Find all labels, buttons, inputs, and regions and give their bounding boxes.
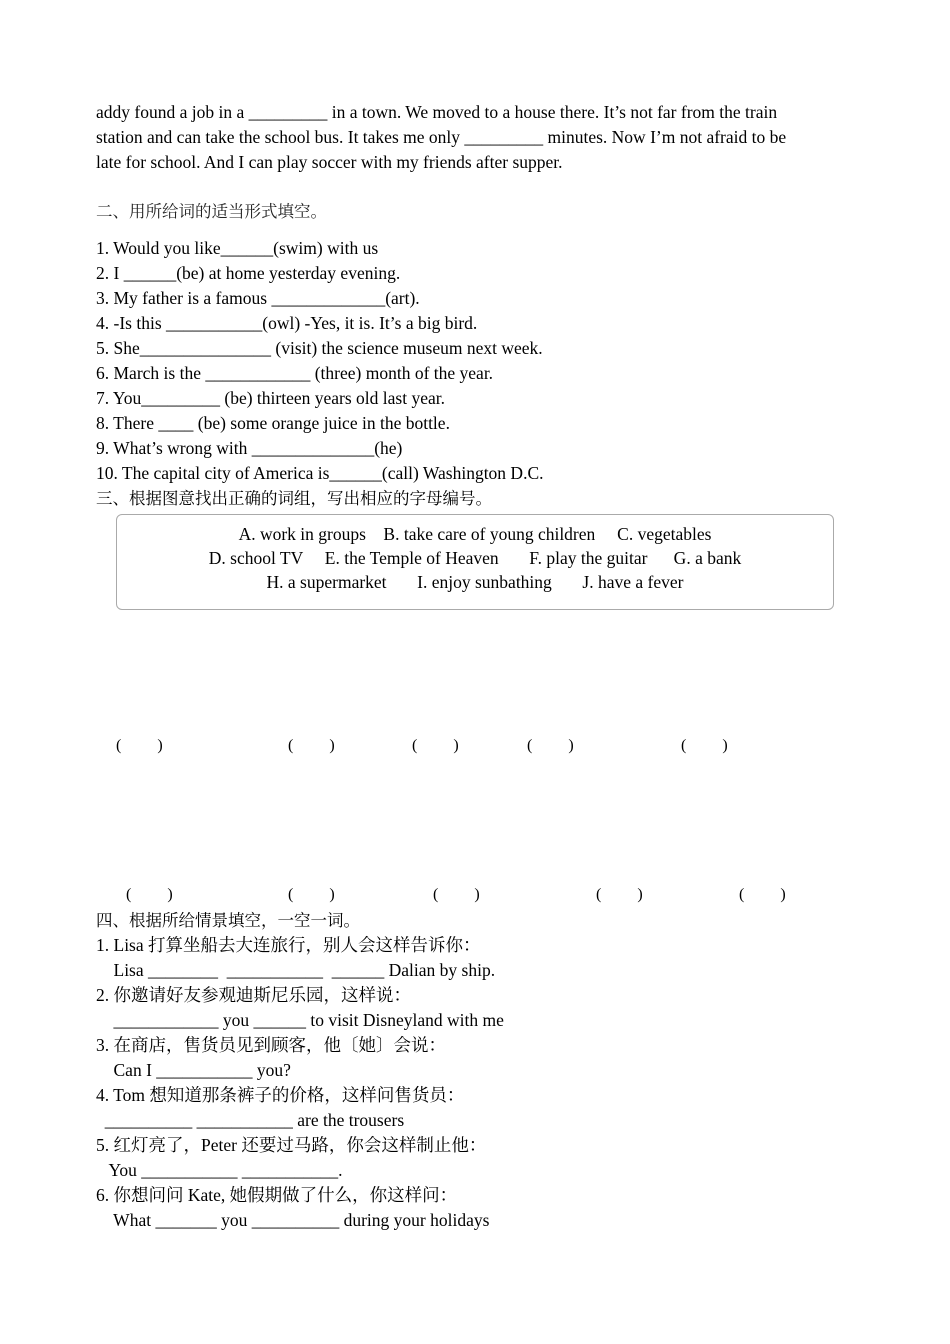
- options-row-2: D. school TV E. the Temple of Heaven F. play the guitar G. a bank: [208, 548, 742, 568]
- answer-blank[interactable]: ( ): [288, 886, 335, 903]
- options-row-3: H. a supermarket I. enjoy sunbathing J. have a fever: [266, 572, 684, 592]
- answer-blank[interactable]: ( ): [126, 886, 173, 903]
- answer-blank[interactable]: ( ): [527, 737, 574, 754]
- section4-title: 四、根据所给情景填空，一空一词。: [96, 911, 360, 930]
- answer-blank[interactable]: ( ): [681, 737, 728, 754]
- options-box: [116, 514, 834, 610]
- section4-line-4: ____________ you ______ to visit Disneyland with me: [96, 1010, 504, 1030]
- section2-item-5: 5. She_______________ (visit) the science museum next week.: [96, 338, 543, 358]
- answer-blank[interactable]: ( ): [412, 737, 459, 754]
- passage-line-2: station and can take the school bus. It takes me only _________ minutes. Now I’m not afraid to be: [96, 127, 787, 147]
- section4-line-7: 4. Tom 想知道那条裤子的价格，这样问售货员：: [96, 1085, 465, 1105]
- answer-blank[interactable]: ( ): [739, 886, 786, 903]
- section4-line-10: You ___________ ___________.: [96, 1160, 343, 1180]
- section4-line-12: What _______ you __________ during your holidays: [96, 1210, 490, 1230]
- section2-item-6: 6. March is the ____________ (three) month of the year.: [96, 363, 494, 383]
- section4-line-1: 1. Lisa 打算坐船去大连旅行，别人会这样告诉你：: [96, 935, 481, 955]
- section2-item-2: 2. I ______(be) at home yesterday evening.: [96, 263, 401, 283]
- section2-item-10: 10. The capital city of America is______(call) Washington D.C.: [96, 463, 544, 483]
- passage-line-1: addy found a job in a _________ in a town. We moved to a house there. It’s not far from the train: [96, 102, 778, 122]
- section2-item-8: 8. There ____ (be) some orange juice in the bottle.: [96, 413, 450, 433]
- answer-blank[interactable]: ( ): [596, 886, 643, 903]
- section4-line-8: __________ ___________ are the trousers: [96, 1110, 405, 1130]
- section4-line-6: Can I ___________ you?: [96, 1060, 291, 1080]
- passage-line-3: late for school. And I can play soccer with my friends after supper.: [96, 152, 563, 172]
- section2-item-4: 4. -Is this ___________(owl) -Yes, it is. It’s a big bird.: [96, 313, 478, 333]
- section4-line-3: 2. 你邀请好友参观迪斯尼乐园，这样说：: [96, 985, 411, 1005]
- section2-item-9: 9. What’s wrong with ______________(he): [96, 438, 403, 458]
- section4-line-5: 3. 在商店，售货员见到顾客，他〔她〕会说：: [96, 1035, 446, 1055]
- answer-blank[interactable]: ( ): [288, 737, 335, 754]
- answer-blank[interactable]: ( ): [116, 737, 163, 754]
- section2-item-1: 1. Would you like______(swim) with us: [96, 238, 379, 258]
- options-row-1: A. work in groups B. take care of young children C. vegetables: [238, 524, 712, 544]
- section3-title: 三、根据图意找出正确的词组，写出相应的字母编号。: [96, 489, 492, 508]
- section2-title: 二、用所给词的适当形式填空。: [96, 202, 327, 221]
- section4-line-2: Lisa ________ ___________ ______ Dalian by ship.: [96, 960, 496, 980]
- section4-line-11: 6. 你想问问 Kate, 她假期做了什么，你这样问：: [96, 1185, 458, 1205]
- answer-blank[interactable]: ( ): [433, 886, 480, 903]
- section2-item-3: 3. My father is a famous _____________(art).: [96, 288, 420, 308]
- section2-item-7: 7. You_________ (be) thirteen years old last year.: [96, 388, 445, 408]
- section4-line-9: 5. 红灯亮了，Peter 还要过马路，你会这样制止他：: [96, 1135, 487, 1155]
